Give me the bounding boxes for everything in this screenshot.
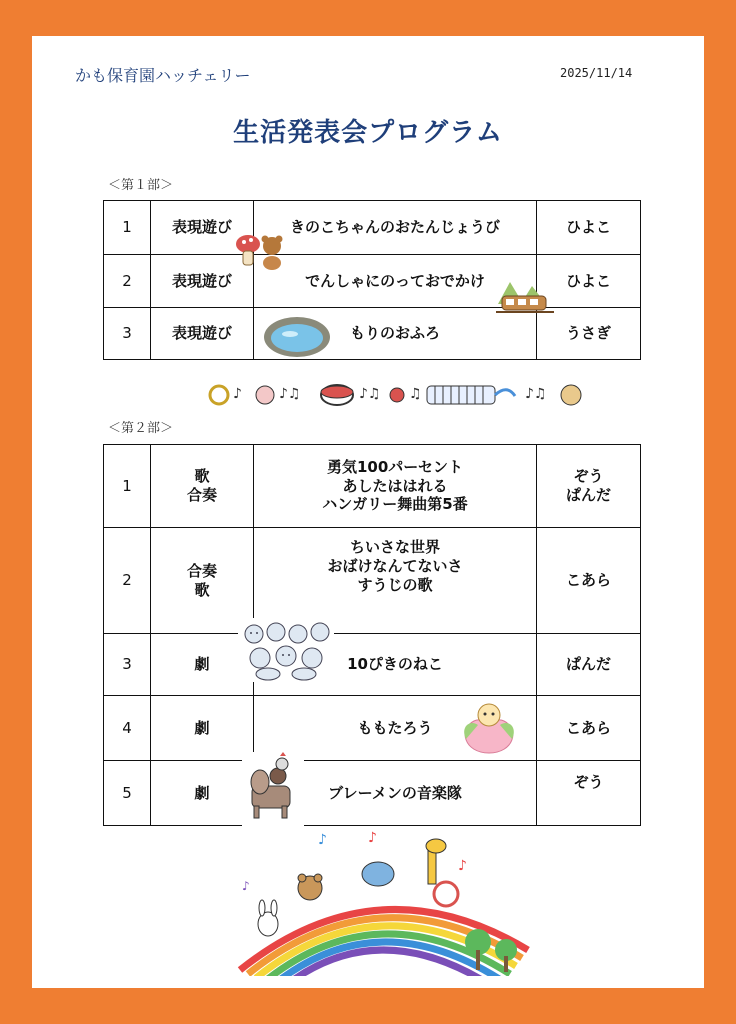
part2-label: ＜第２部＞ [108,421,174,436]
svg-text:♪: ♪ [368,830,377,846]
svg-text:♪: ♪ [318,832,327,848]
part2-table [103,444,641,826]
program-date: 2025/11/14 [560,66,633,80]
row-program: 10ぴきのねこ [254,634,537,696]
row-type: 合奏 歌 [151,528,254,634]
row-number: 3 [104,308,151,360]
instruments-divider [207,378,587,412]
row-program: ももたろう [254,696,537,761]
part1-table [103,200,641,360]
pond-illustration [262,314,332,360]
page-title: 生活発表会プログラム [233,118,503,148]
row-class: ぞう [537,761,641,826]
svg-text:♫: ♫ [409,386,422,402]
svg-text:♪♫: ♪♫ [279,386,301,402]
row-class: ひよこ [537,255,641,308]
row-class: うさぎ [537,308,641,360]
svg-text:♪♫: ♪♫ [525,386,547,402]
table-row [104,528,641,634]
row-type: 劇 [151,696,254,761]
svg-text:♪: ♪ [242,879,250,893]
table-row [104,308,641,360]
row-program: ブレーメンの音楽隊 [254,761,537,826]
row-type: 表現遊び [151,308,254,360]
row-number: 2 [104,528,151,634]
row-number: 1 [104,445,151,528]
row-type: 表現遊び [151,201,254,255]
row-class: ぞう ぱんだ [537,445,641,528]
row-program: でんしゃにのっておでかけ [254,255,537,308]
train-illustration [496,274,554,316]
svg-text:♪: ♪ [458,858,467,874]
svg-text:♪: ♪ [233,386,242,402]
table-row [104,201,641,255]
table-row [104,696,641,761]
row-program: きのこちゃんのおたんじょうび [254,201,537,255]
part1-label: ＜第１部＞ [108,178,174,193]
row-type: 歌 合奏 [151,445,254,528]
svg-text:♪♫: ♪♫ [359,386,381,402]
row-number: 2 [104,255,151,308]
cats-illustration [238,618,334,682]
row-class: こあら [537,696,641,761]
row-number: 5 [104,761,151,826]
table-row [104,634,641,696]
row-type: 表現遊び [151,255,254,308]
row-class: ぱんだ [537,634,641,696]
row-program: ちいさな世界 おばけなんてないさ すうじの歌 [254,528,537,634]
row-program: もりのおふろ [254,308,537,360]
program-sheet [32,36,704,988]
row-class: こあら [537,528,641,634]
row-class: ひよこ [537,201,641,255]
bremen-animals-illustration [242,752,304,826]
row-type: 劇 [151,634,254,696]
row-number: 1 [104,201,151,255]
row-type: 劇 [151,761,254,826]
table-row [104,445,641,528]
row-number: 3 [104,634,151,696]
row-number: 4 [104,696,151,761]
peach-illustration [456,699,522,755]
table-row [104,255,641,308]
mushroom-illustration [234,232,286,272]
row-program: 勇気100パーセント あしたははれる ハンガリー舞曲第5番 [254,445,537,528]
rainbow-band-illustration [228,830,538,976]
table-row [104,761,641,826]
nursery-name: かも保育園ハッチェリー [75,66,251,85]
